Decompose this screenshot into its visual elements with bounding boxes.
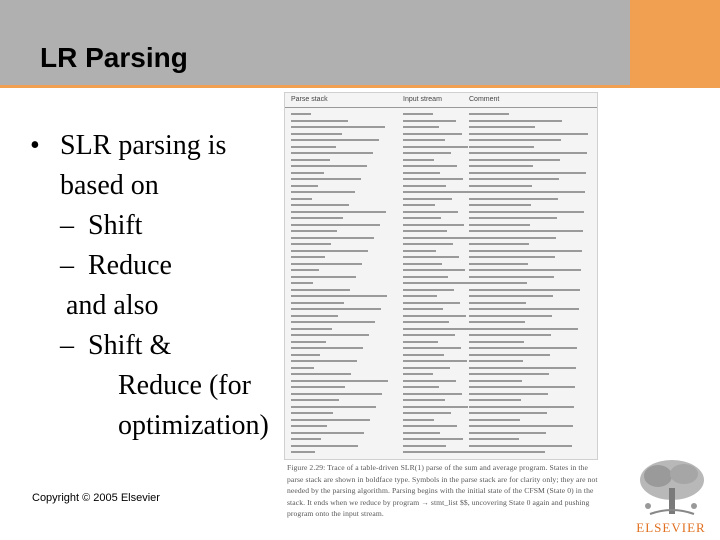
and-also-text: and also bbox=[66, 290, 159, 321]
trace-text-bar bbox=[291, 152, 373, 154]
trace-text-bar bbox=[291, 276, 356, 278]
trace-text-bar bbox=[469, 347, 577, 349]
trace-text-bar bbox=[291, 360, 357, 362]
trace-text-bar bbox=[291, 139, 379, 141]
trace-text-bar bbox=[403, 139, 445, 141]
trace-text-bar bbox=[291, 126, 385, 128]
bullet-dot: • bbox=[30, 130, 40, 161]
trace-text-bar bbox=[469, 165, 533, 167]
elsevier-wordmark: ELSEVIER bbox=[636, 520, 706, 535]
trace-text-bar bbox=[403, 445, 446, 447]
parse-trace-figure bbox=[284, 92, 598, 460]
trace-text-bar bbox=[469, 295, 553, 297]
trace-text-bar bbox=[291, 224, 380, 226]
bullet-text-line1: SLR parsing is bbox=[60, 130, 227, 161]
trace-text-bar bbox=[291, 282, 313, 284]
trace-text-bar bbox=[403, 295, 437, 297]
dash-glyph: – bbox=[60, 210, 74, 241]
trace-text-bar bbox=[469, 399, 521, 401]
dash-glyph: – bbox=[60, 330, 74, 361]
trace-text-bar bbox=[469, 269, 581, 271]
trace-text-bar bbox=[403, 276, 448, 278]
trace-text-bar bbox=[469, 204, 531, 206]
trace-text-bar bbox=[291, 451, 315, 453]
trace-text-bar bbox=[469, 432, 546, 434]
trace-text-bar bbox=[403, 328, 472, 330]
slide-title: LR Parsing bbox=[40, 42, 188, 73]
trace-text-bar bbox=[403, 237, 470, 239]
trace-text-bar bbox=[403, 133, 462, 135]
trace-text-bar bbox=[469, 445, 572, 447]
trace-text-bar bbox=[291, 146, 336, 148]
trace-text-bar bbox=[291, 165, 367, 167]
trace-text-bar bbox=[403, 321, 449, 323]
trace-text-bar bbox=[469, 139, 561, 141]
trace-text-bar bbox=[403, 204, 435, 206]
trace-text-bar bbox=[469, 237, 556, 239]
trace-text-bar bbox=[469, 276, 554, 278]
trace-text-bar bbox=[469, 419, 520, 421]
sub-item-shift-reduce bbox=[30, 326, 280, 366]
trace-text-bar bbox=[403, 347, 461, 349]
trace-text-bar bbox=[291, 315, 338, 317]
trace-text-bar bbox=[291, 178, 361, 180]
trace-text-bar bbox=[469, 367, 576, 369]
elsevier-logo bbox=[628, 458, 714, 536]
trace-text-bar bbox=[403, 367, 450, 369]
trace-text-bar bbox=[469, 120, 562, 122]
sub-item-shift bbox=[30, 206, 280, 246]
sub-item-text: Reduce bbox=[88, 250, 172, 281]
trace-text-bar bbox=[291, 217, 343, 219]
trace-text-bar bbox=[291, 191, 355, 193]
trace-text-bar bbox=[469, 406, 574, 408]
trace-text-bar bbox=[469, 159, 560, 161]
trace-text-bar bbox=[291, 172, 324, 174]
trace-text-bar bbox=[403, 308, 443, 310]
trace-text-bar bbox=[469, 198, 558, 200]
trace-text-bar bbox=[291, 295, 387, 297]
sub-item-text-line3: optimization) bbox=[118, 410, 269, 441]
trace-text-bar bbox=[291, 230, 337, 232]
trace-text-bar bbox=[469, 211, 584, 213]
trace-text-bar bbox=[469, 282, 527, 284]
trace-text-bar bbox=[291, 159, 330, 161]
trace-text-bar bbox=[403, 146, 468, 148]
trace-text-bar bbox=[403, 191, 469, 193]
trace-text-bar bbox=[469, 315, 552, 317]
trace-text-bar bbox=[403, 393, 462, 395]
trace-text-bar bbox=[403, 224, 464, 226]
trace-text-bar bbox=[403, 230, 447, 232]
trace-text-bar bbox=[403, 289, 454, 291]
trace-text-bar bbox=[403, 302, 460, 304]
trace-text-bar bbox=[403, 269, 465, 271]
trace-text-bar bbox=[469, 133, 588, 135]
trace-text-bar bbox=[403, 419, 434, 421]
trace-text-bar bbox=[291, 399, 339, 401]
trace-text-bar bbox=[291, 367, 314, 369]
trace-text-bar bbox=[469, 425, 573, 427]
trace-text-bar bbox=[403, 178, 463, 180]
sub-item-reduce bbox=[30, 246, 280, 286]
trace-text-bar bbox=[291, 393, 382, 395]
trace-text-bar bbox=[403, 451, 469, 453]
col-input-stream: Input stream bbox=[403, 96, 442, 103]
trace-text-bar bbox=[403, 399, 445, 401]
trace-text-bar bbox=[403, 113, 433, 115]
trace-text-bar bbox=[469, 412, 547, 414]
trace-text-bar bbox=[291, 263, 362, 265]
trace-text-bar bbox=[469, 172, 586, 174]
trace-text-bar bbox=[403, 334, 455, 336]
trace-text-bar bbox=[469, 438, 519, 440]
trace-text-bar bbox=[291, 308, 381, 310]
trace-text-bar bbox=[403, 380, 456, 382]
accent-block bbox=[630, 0, 720, 85]
trace-text-bar bbox=[291, 250, 368, 252]
trace-text-bar bbox=[469, 126, 535, 128]
trace-text-bar bbox=[291, 204, 349, 206]
trace-text-bar bbox=[403, 386, 439, 388]
trace-text-bar bbox=[291, 269, 319, 271]
trace-text-bar bbox=[469, 256, 555, 258]
trace-text-bar bbox=[403, 159, 434, 161]
trace-text-bar bbox=[403, 432, 440, 434]
trace-text-bar bbox=[403, 315, 466, 317]
trace-text-bar bbox=[469, 321, 525, 323]
trace-text-bar bbox=[403, 425, 457, 427]
trace-text-bar bbox=[291, 419, 370, 421]
trace-text-bar bbox=[403, 185, 446, 187]
trace-text-bar bbox=[403, 341, 438, 343]
trace-text-bar bbox=[403, 120, 456, 122]
trace-text-bar bbox=[291, 185, 318, 187]
trace-text-bar bbox=[291, 321, 375, 323]
trace-text-bar bbox=[291, 406, 376, 408]
trace-text-bar bbox=[403, 243, 453, 245]
trace-text-bar bbox=[291, 289, 350, 291]
trace-text-bar bbox=[291, 347, 363, 349]
trace-text-bar bbox=[403, 256, 459, 258]
trace-text-bar bbox=[291, 256, 325, 258]
trace-text-bar bbox=[291, 412, 333, 414]
trace-text-bar bbox=[469, 178, 559, 180]
sub-item-text-line2: Reduce (for bbox=[118, 370, 251, 401]
trace-text-bar bbox=[291, 237, 374, 239]
trace-text-bar bbox=[291, 432, 364, 434]
figure-header bbox=[285, 93, 597, 108]
trace-text-bar bbox=[403, 211, 458, 213]
trace-text-bar bbox=[291, 445, 358, 447]
trace-text-bar bbox=[403, 250, 436, 252]
trace-row bbox=[289, 449, 593, 456]
trace-text-bar bbox=[469, 230, 583, 232]
trace-text-bar bbox=[291, 438, 321, 440]
bullet-item bbox=[30, 126, 280, 166]
trace-text-bar bbox=[403, 373, 433, 375]
trace-text-bar bbox=[403, 172, 440, 174]
bullet-text-line2: based on bbox=[60, 170, 159, 201]
trace-text-bar bbox=[469, 451, 545, 453]
trace-text-bar bbox=[469, 380, 522, 382]
trace-text-bar bbox=[403, 406, 468, 408]
trace-text-bar bbox=[469, 334, 551, 336]
trace-text-bar bbox=[469, 373, 549, 375]
trace-text-bar bbox=[469, 152, 587, 154]
trace-text-bar bbox=[403, 165, 457, 167]
accent-strip bbox=[0, 85, 720, 88]
trace-text-bar bbox=[291, 354, 320, 356]
trace-text-bar bbox=[291, 243, 331, 245]
bullet-list bbox=[30, 126, 280, 446]
trace-text-bar bbox=[291, 328, 332, 330]
trace-text-bar bbox=[469, 224, 530, 226]
copyright-notice: Copyright © 2005 Elsevier bbox=[32, 492, 160, 504]
trace-text-bar bbox=[403, 126, 439, 128]
sub-item-text: Shift & bbox=[88, 330, 172, 361]
trace-text-bar bbox=[291, 211, 386, 213]
trace-text-bar bbox=[469, 289, 580, 291]
sub-item-text: Shift bbox=[88, 210, 143, 241]
trace-rows bbox=[289, 111, 593, 456]
trace-text-bar bbox=[469, 341, 524, 343]
trace-text-bar bbox=[291, 198, 312, 200]
trace-text-bar bbox=[403, 152, 451, 154]
trace-text-bar bbox=[291, 341, 326, 343]
trace-text-bar bbox=[469, 308, 579, 310]
trace-text-bar bbox=[291, 113, 311, 115]
trace-text-bar bbox=[291, 334, 369, 336]
trace-text-bar bbox=[291, 120, 348, 122]
trace-text-bar bbox=[291, 386, 345, 388]
trace-text-bar bbox=[469, 217, 557, 219]
trace-text-bar bbox=[403, 217, 441, 219]
trace-text-bar bbox=[469, 185, 532, 187]
trace-text-bar bbox=[469, 146, 534, 148]
trace-text-bar bbox=[469, 250, 582, 252]
trace-text-bar bbox=[403, 360, 467, 362]
trace-text-bar bbox=[469, 360, 523, 362]
trace-text-bar bbox=[469, 263, 528, 265]
trace-text-bar bbox=[291, 133, 342, 135]
trace-text-bar bbox=[469, 243, 529, 245]
trace-text-bar bbox=[291, 302, 344, 304]
col-comment: Comment bbox=[469, 96, 500, 103]
trace-text-bar bbox=[469, 386, 575, 388]
trace-text-bar bbox=[403, 198, 452, 200]
trace-text-bar bbox=[469, 354, 550, 356]
figure-caption: Figure 2.29: Trace of a table-driven SLR(1) parse of the sum and average program. States in the parse stack are shown in boldface type. Symbols in the parse stack are for clarity only; they are not needed by the parsing algorithm. Parsing begins with the initial state of the CFSM (State 0) in the stack. It ends when we reduce by program → stmt_list $$, uncovering State 0 again and pushing program onto the input stream. bbox=[287, 463, 598, 518]
trace-text-bar bbox=[469, 191, 585, 193]
trace-text-bar bbox=[291, 373, 351, 375]
trace-text-bar bbox=[291, 425, 327, 427]
trace-text-bar bbox=[403, 412, 451, 414]
tree-icon bbox=[628, 458, 714, 520]
trace-text-bar bbox=[403, 282, 471, 284]
trace-text-bar bbox=[403, 354, 444, 356]
trace-text-bar bbox=[291, 380, 388, 382]
trace-text-bar bbox=[403, 263, 442, 265]
trace-text-bar bbox=[469, 328, 578, 330]
trace-text-bar bbox=[469, 393, 548, 395]
trace-text-bar bbox=[403, 438, 463, 440]
trace-text-bar bbox=[469, 113, 509, 115]
trace-text-bar bbox=[469, 302, 526, 304]
col-parse-stack: Parse stack bbox=[291, 96, 328, 103]
dash-glyph: – bbox=[60, 250, 74, 281]
